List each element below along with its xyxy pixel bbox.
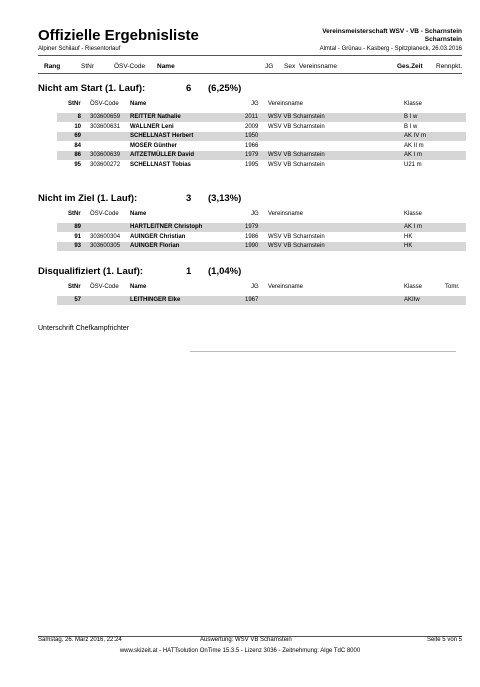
sub-col-verein: Vereinsname: [268, 284, 304, 290]
section-label: Nicht im Ziel (1. Lauf):: [38, 193, 138, 204]
col-oesv: ÖSV-Code: [114, 63, 146, 70]
cell-name: SCHELLNAST Tobias: [130, 161, 191, 168]
cell-jg: 1979: [245, 224, 259, 230]
column-divider: [38, 73, 462, 74]
cell-verein: WSV VB Scharnstein: [268, 114, 325, 120]
cell-verein: WSV VB Scharnstein: [268, 243, 325, 249]
cell-klasse: HK: [404, 243, 413, 249]
table-row: [57, 113, 466, 122]
section-percent: (6,25%): [208, 83, 242, 94]
cell-stnr: 69: [74, 133, 81, 139]
sub-col-jg: JG: [251, 101, 259, 107]
col-verein: Vereinsname: [299, 63, 337, 70]
cell-name: AUINGER Florian: [130, 243, 180, 249]
col-sex: Sex: [284, 63, 296, 70]
cell-klasse: HK: [404, 233, 413, 240]
sub-col-verein: Vereinsname: [268, 101, 304, 107]
signature-label: Unterschrift Chefkampfrichter: [38, 325, 130, 332]
col-zeit: Ges.Zeit: [397, 63, 423, 70]
page-title: Offizielle Ergebnisliste: [38, 27, 199, 44]
cell-klasse: AKIIw: [404, 297, 420, 303]
cell-klasse: AK IV m: [404, 133, 427, 139]
cell-jg: 1966: [245, 142, 259, 149]
sub-col-oesv: ÖSV-Code: [90, 211, 119, 217]
cell-name: WALLNER Leni: [130, 123, 174, 130]
cell-name: LEITHINGER Elke: [130, 297, 181, 303]
cell-jg: 1979: [245, 152, 259, 158]
cell-name: HARTLEITNER Christoph: [130, 224, 203, 230]
event-line-2: Scharnstein: [424, 36, 462, 43]
cell-jg: 1950: [245, 133, 259, 139]
sub-col-stnr: StNr: [68, 284, 81, 290]
sub-col-stnr: StNr: [68, 101, 81, 107]
sub-col-stnr: StNr: [68, 211, 81, 217]
section-count: 6: [186, 83, 192, 94]
event-line-1: Vereinsmeisterschaft WSV - VB - Scharnstein: [322, 28, 462, 35]
location-date: Almtal - Grünau - Kasberg - Spitzplaneck, 26.03.2016: [319, 46, 462, 52]
footer-auswertung: Auswertung: WSV VB Scharnstein: [200, 637, 292, 643]
sub-col-name: Name: [130, 211, 147, 217]
cell-stnr: 89: [74, 224, 81, 230]
sub-col-jg: JG: [251, 284, 259, 290]
col-punkte: Rennpkt.: [436, 63, 463, 70]
cell-oesv: 303600272: [90, 161, 121, 168]
cell-name: AUINGER Christian: [130, 233, 186, 240]
footer-date: Samstag, 26. März 2016, 22:24: [38, 637, 122, 643]
table-row: [57, 296, 466, 305]
header-divider: [38, 55, 462, 56]
table-row: [57, 233, 466, 242]
cell-oesv: 303600305: [90, 243, 121, 249]
section-percent: (1,04%): [208, 266, 242, 277]
footer-software: www.skizeit.at - HATTsolution OnTime 15.3.5 - Lizenz 3036 - Zeitnehmung: Alge TdC 8000: [119, 648, 361, 654]
cell-stnr: 95: [74, 161, 81, 168]
cell-stnr: 84: [74, 142, 81, 149]
col-rang: Rang: [44, 63, 61, 70]
cell-verein: WSV VB Scharnstein: [268, 233, 325, 240]
section-title: [38, 83, 241, 94]
table-row: [57, 142, 466, 151]
cell-oesv: 303600631: [90, 123, 121, 130]
cell-stnr: 91: [74, 233, 81, 240]
cell-klasse: AK I m: [404, 152, 423, 158]
sub-col-name: Name: [130, 284, 147, 290]
cell-jg: 1967: [245, 297, 259, 303]
table-row: [57, 151, 466, 160]
section-label: Nicht am Start (1. Lauf):: [38, 83, 146, 94]
table-row: [57, 161, 466, 170]
cell-stnr: 8: [77, 114, 81, 120]
section-title: [38, 266, 241, 277]
cell-oesv: 303600659: [90, 114, 121, 120]
cell-verein: WSV VB Scharnstein: [268, 161, 325, 168]
cell-klasse: AK II m: [404, 142, 424, 149]
cell-stnr: 10: [74, 123, 81, 130]
cell-stnr: 86: [74, 152, 81, 158]
sub-col-klasse: Klasse: [404, 211, 423, 217]
cell-klasse: B I w: [404, 114, 418, 120]
cell-jg: 2009: [245, 123, 259, 130]
cell-klasse: AK I m: [404, 224, 423, 230]
sub-col-name: Name: [130, 101, 147, 107]
cell-verein: WSV VB Scharnstein: [268, 123, 325, 130]
cell-oesv: 303600304: [90, 233, 121, 240]
col-jg: JG: [265, 63, 274, 70]
sub-col-klasse: Klasse: [404, 284, 423, 290]
discipline: Alpiner Schilauf - Riesentorlauf: [38, 46, 121, 52]
section-count: 3: [186, 193, 192, 204]
cell-jg: 1986: [245, 233, 259, 240]
cell-name: REITTER Nathalie: [130, 114, 181, 120]
sub-col-verein: Vereinsname: [268, 211, 304, 217]
cell-name: SCHELLNAST Herbert: [130, 133, 194, 139]
signature-line: [190, 351, 456, 352]
sub-col-tomr: Tomr.: [445, 284, 460, 290]
section-count: 1: [186, 266, 192, 277]
cell-jg: 1995: [245, 161, 259, 168]
sub-col-oesv: ÖSV-Code: [90, 101, 119, 107]
cell-stnr: 57: [74, 297, 81, 303]
table-row: [57, 242, 466, 251]
cell-name: AITZETMÜLLER David: [130, 152, 194, 158]
section-title: [38, 193, 241, 204]
cell-oesv: 303600639: [90, 152, 121, 158]
section-label: Disqualifiziert (1. Lauf):: [38, 266, 144, 277]
table-row: [57, 223, 466, 232]
cell-jg: 1990: [245, 243, 259, 249]
cell-klasse: B I w: [404, 123, 418, 130]
footer-page: Seite 5 von 5: [426, 637, 462, 643]
section-percent: (3,13%): [208, 193, 242, 204]
cell-verein: WSV VB Scharnstein: [268, 152, 325, 158]
cell-jg: 2011: [245, 114, 258, 120]
sub-col-jg: JG: [251, 211, 259, 217]
col-name: Name: [157, 63, 175, 70]
table-row: [57, 132, 466, 141]
cell-name: MOSER Günther: [130, 142, 178, 149]
sub-col-klasse: Klasse: [404, 101, 423, 107]
cell-stnr: 93: [74, 243, 81, 249]
event-name: [262, 28, 462, 44]
col-stnr: StNr: [81, 63, 94, 70]
sub-col-oesv: ÖSV-Code: [90, 284, 119, 290]
cell-klasse: U21 m: [404, 161, 422, 168]
table-row: [57, 123, 466, 132]
